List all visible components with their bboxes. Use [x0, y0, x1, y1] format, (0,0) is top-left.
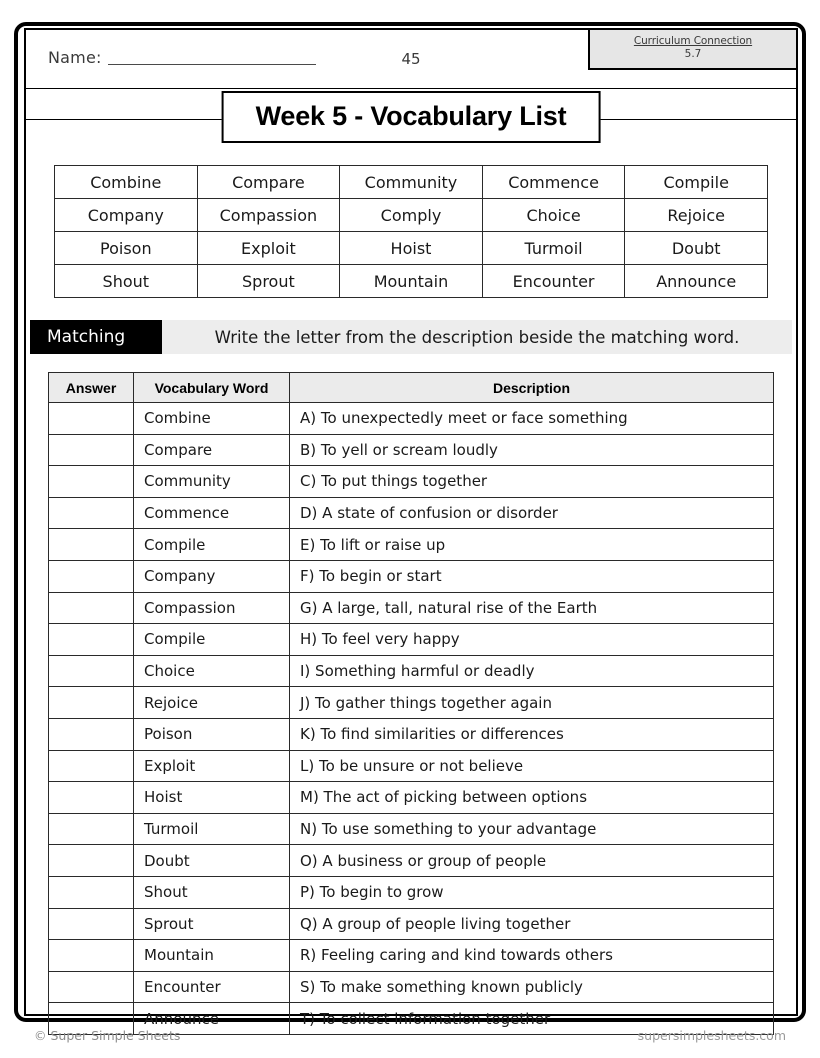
word-grid-row: [55, 166, 768, 199]
description-cell: J) To gather things together again: [290, 687, 774, 719]
answer-input-cell[interactable]: [49, 466, 134, 498]
word-cell: Sprout: [197, 265, 340, 298]
word-cell: Announce: [625, 265, 768, 298]
description-cell: H) To feel very happy: [290, 624, 774, 656]
word-cell: Choice: [482, 199, 625, 232]
curriculum-connection-title: Curriculum Connection: [633, 35, 753, 47]
description-cell: N) To use something to your advantage: [290, 813, 774, 845]
word-grid-table: [54, 165, 768, 298]
page-footer: [0, 1028, 820, 1052]
answer-input-cell[interactable]: [49, 403, 134, 435]
word-cell: Comply: [340, 199, 483, 232]
description-cell: A) To unexpectedly meet or face something: [290, 403, 774, 435]
answer-input-cell[interactable]: [49, 560, 134, 592]
vocabulary-word-cell: Mountain: [134, 940, 290, 972]
word-grid-row: [55, 265, 768, 298]
matching-table-wrapper: [48, 372, 774, 1035]
answer-input-cell[interactable]: [49, 908, 134, 940]
answer-input-cell[interactable]: [49, 497, 134, 529]
table-row: [49, 434, 774, 466]
word-cell: Shout: [55, 265, 198, 298]
column-header-vocabulary-word: Vocabulary Word: [134, 373, 290, 403]
table-row: [49, 908, 774, 940]
answer-input-cell[interactable]: [49, 687, 134, 719]
table-row: [49, 782, 774, 814]
matching-section-banner: [30, 320, 792, 354]
answer-input-cell[interactable]: [49, 624, 134, 656]
table-row: [49, 560, 774, 592]
column-header-answer: Answer: [49, 373, 134, 403]
matching-table-body: [49, 403, 774, 1035]
description-cell: I) Something harmful or deadly: [290, 655, 774, 687]
word-cell: Compassion: [197, 199, 340, 232]
table-row: [49, 466, 774, 498]
vocabulary-word-cell: Sprout: [134, 908, 290, 940]
description-cell: D) A state of confusion or disorder: [290, 497, 774, 529]
answer-input-cell[interactable]: [49, 813, 134, 845]
table-row: [49, 592, 774, 624]
vocabulary-word-cell: Announce: [134, 1003, 290, 1035]
column-header-description: Description: [290, 373, 774, 403]
word-cell: Compare: [197, 166, 340, 199]
table-row: [49, 845, 774, 877]
answer-input-cell[interactable]: [49, 434, 134, 466]
table-row: [49, 624, 774, 656]
table-row: [49, 687, 774, 719]
vocabulary-word-cell: Combine: [134, 403, 290, 435]
vocabulary-word-cell: Doubt: [134, 845, 290, 877]
description-cell: C) To put things together: [290, 466, 774, 498]
answer-input-cell[interactable]: [49, 845, 134, 877]
vocabulary-word-cell: Compile: [134, 624, 290, 656]
answer-input-cell[interactable]: [49, 750, 134, 782]
answer-input-cell[interactable]: [49, 876, 134, 908]
vocabulary-word-cell: Community: [134, 466, 290, 498]
word-cell: Mountain: [340, 265, 483, 298]
word-cell: Doubt: [625, 232, 768, 265]
word-cell: Encounter: [482, 265, 625, 298]
description-cell: O) A business or group of people: [290, 845, 774, 877]
description-cell: P) To begin to grow: [290, 876, 774, 908]
vocabulary-word-cell: Rejoice: [134, 687, 290, 719]
vocabulary-word-cell: Commence: [134, 497, 290, 529]
curriculum-connection-badge: [588, 30, 796, 70]
description-cell: G) A large, tall, natural rise of the Earth: [290, 592, 774, 624]
page-number: 45: [401, 50, 421, 68]
word-grid-row: [55, 199, 768, 232]
description-cell: Q) A group of people living together: [290, 908, 774, 940]
vocabulary-word-cell: Exploit: [134, 750, 290, 782]
matching-section-label: Matching: [30, 320, 162, 354]
table-row: [49, 813, 774, 845]
word-cell: Turmoil: [482, 232, 625, 265]
answer-input-cell[interactable]: [49, 971, 134, 1003]
table-row: [49, 529, 774, 561]
description-cell: M) The act of picking between options: [290, 782, 774, 814]
table-row: [49, 971, 774, 1003]
matching-table-head: [49, 373, 774, 403]
description-cell: B) To yell or scream loudly: [290, 434, 774, 466]
word-cell: Compile: [625, 166, 768, 199]
table-row: [49, 940, 774, 972]
vocabulary-word-cell: Choice: [134, 655, 290, 687]
vocabulary-word-cell: Turmoil: [134, 813, 290, 845]
vocabulary-word-cell: Poison: [134, 718, 290, 750]
answer-input-cell[interactable]: [49, 718, 134, 750]
matching-table: [48, 372, 774, 1035]
word-cell: Company: [55, 199, 198, 232]
table-row: [49, 750, 774, 782]
description-cell: T) To collect information together: [290, 1003, 774, 1035]
answer-input-cell[interactable]: [49, 940, 134, 972]
description-cell: S) To make something known publicly: [290, 971, 774, 1003]
word-cell: Exploit: [197, 232, 340, 265]
matching-header-row: [49, 373, 774, 403]
vocabulary-word-cell: Compare: [134, 434, 290, 466]
vocabulary-word-grid: [54, 165, 768, 298]
answer-input-cell[interactable]: [49, 529, 134, 561]
table-row: [49, 497, 774, 529]
description-cell: K) To find similarities or differences: [290, 718, 774, 750]
table-row: [49, 655, 774, 687]
answer-input-cell[interactable]: [49, 782, 134, 814]
word-cell: Poison: [55, 232, 198, 265]
word-grid-row: [55, 232, 768, 265]
vocabulary-word-cell: Encounter: [134, 971, 290, 1003]
name-label: Name:: [48, 48, 102, 67]
description-cell: L) To be unsure or not believe: [290, 750, 774, 782]
word-cell: Combine: [55, 166, 198, 199]
worksheet-content: [26, 30, 796, 1028]
footer-copyright: © Super Simple Sheets: [34, 1028, 181, 1043]
title-box: [222, 91, 601, 143]
vocabulary-word-cell: Compassion: [134, 592, 290, 624]
vocabulary-word-cell: Compile: [134, 529, 290, 561]
table-row: [49, 876, 774, 908]
word-cell: Hoist: [340, 232, 483, 265]
description-cell: F) To begin or start: [290, 560, 774, 592]
matching-instruction-text: Write the letter from the description beside the matching word.: [162, 320, 792, 354]
word-grid-body: [55, 166, 768, 298]
vocabulary-word-cell: Hoist: [134, 782, 290, 814]
footer-website: supersimplesheets.com: [637, 1028, 786, 1043]
table-row: [49, 718, 774, 750]
answer-input-cell[interactable]: [49, 655, 134, 687]
worksheet-header: [26, 30, 796, 89]
vocabulary-word-cell: Company: [134, 560, 290, 592]
page-title: Week 5 - Vocabulary List: [255, 101, 567, 131]
vocabulary-word-cell: Shout: [134, 876, 290, 908]
title-band: [26, 89, 796, 149]
table-row: [49, 403, 774, 435]
word-cell: Rejoice: [625, 199, 768, 232]
curriculum-connection-code: 5.7: [684, 48, 702, 60]
description-cell: E) To lift or raise up: [290, 529, 774, 561]
word-cell: Community: [340, 166, 483, 199]
description-cell: R) Feeling caring and kind towards others: [290, 940, 774, 972]
answer-input-cell[interactable]: [49, 592, 134, 624]
word-cell: Commence: [482, 166, 625, 199]
